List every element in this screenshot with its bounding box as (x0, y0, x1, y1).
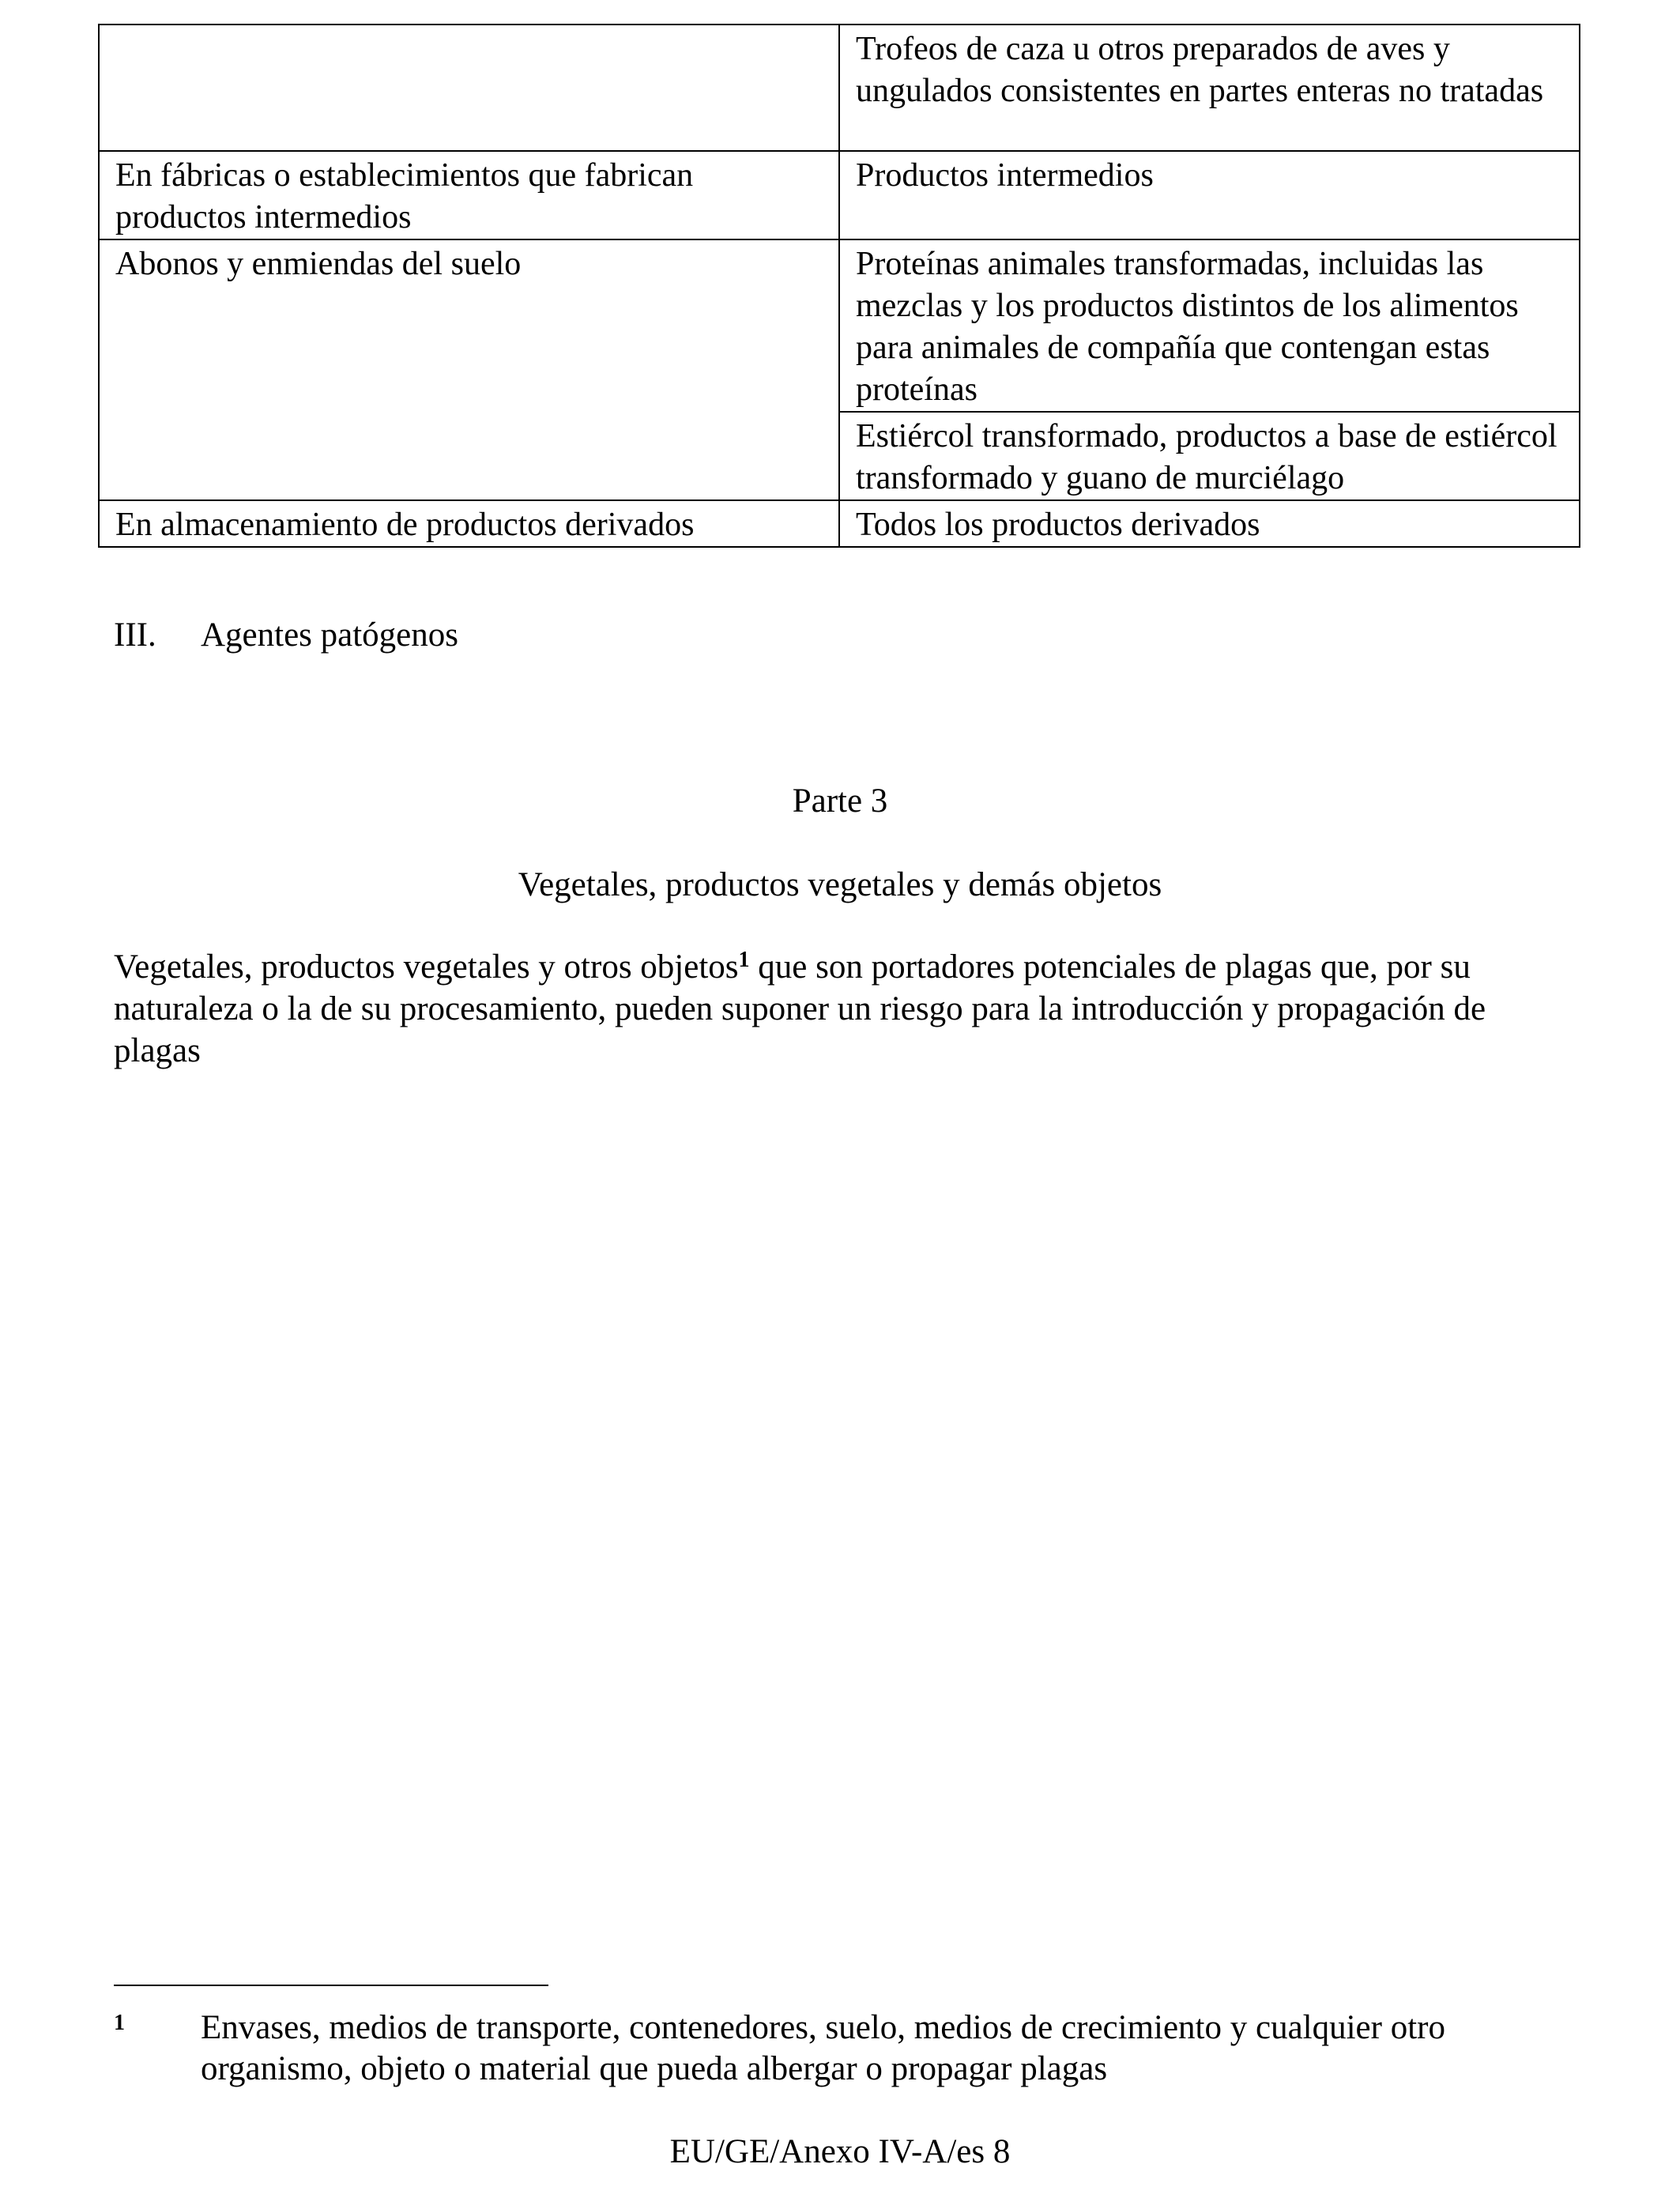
table-row (99, 239, 1580, 412)
annex-table (98, 24, 1580, 548)
table-cell-left (99, 25, 839, 151)
table-cell-right: Proteínas animales transformadas, incluidas las mezclas y los productos distintos de los alimentos para animales de compañía que contengan estas proteínas (839, 239, 1580, 412)
footnote-separator (114, 1985, 548, 1986)
table-row (99, 151, 1580, 239)
page-footer: EU/GE/Anexo IV-A/es 8 (669, 2133, 1011, 2170)
table-cell-left: En fábricas o establecimientos que fabrican productos intermedios (99, 151, 839, 239)
table-cell-right: Trofeos de caza u otros preparados de aves y ungulados consistentes en partes enteras no tratadas (839, 25, 1580, 151)
section-number: III. (114, 616, 156, 654)
table-cell-right: Estiércol transformado, productos a base de estiércol transformado y guano de murciélago (839, 412, 1580, 500)
table-row (99, 500, 1580, 547)
table-cell-left: Abonos y enmiendas del suelo (99, 239, 839, 412)
section-title: Agentes patógenos (201, 616, 459, 654)
table-cell-right: Todos los productos derivados (839, 500, 1580, 547)
section-heading (114, 614, 458, 657)
footnote-text: Envases, medios de transporte, contenedores, suelo, medios de crecimiento y cualquier otro organismo, objeto o material que pueda albergar o propagar plagas (201, 2009, 1445, 2087)
part-title: Parte 3 (792, 782, 888, 820)
table-cell-right: Productos intermedios (839, 151, 1580, 239)
footnote (114, 2007, 1576, 2090)
table-row (99, 412, 1580, 500)
body-paragraph (114, 946, 1576, 1072)
table-row (99, 25, 1580, 151)
table-cell-left (99, 412, 839, 500)
part-subtitle: Vegetales, productos vegetales y demás objetos (518, 866, 1162, 903)
footnote-mark: 1 (114, 2011, 125, 2035)
body-text-end: que son portadores potenciales de plagas que, por su naturaleza o la de su procesamiento, pueden suponer un riesgo para la introducción y propagación de plagas (114, 948, 1486, 1069)
footnote-reference[interactable]: 1 (738, 948, 750, 972)
body-text-start: Vegetales, productos vegetales y otros objetos (114, 948, 739, 986)
table-cell-left: En almacenamiento de productos derivados (99, 500, 839, 547)
